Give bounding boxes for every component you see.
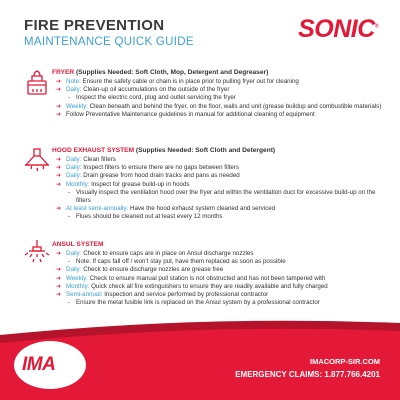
- sonic-logo: SONIC®: [298, 15, 378, 43]
- list-item: ➜ Follow Preventative Maintenance guidelines in manual for additional cleaning of equipment: [56, 110, 315, 118]
- hood-items: [56, 156, 386, 222]
- sprinkler-icon: [22, 238, 52, 268]
- list-item: ➜ Semi-annual: Inspection and service performed by professional contractor: [56, 291, 269, 299]
- fryer-icon: [22, 68, 52, 98]
- list-subitem: - Ensure the metal fusible link is replaced on the Ansul system by a professional contractor: [68, 299, 320, 307]
- list-item: ➜ Note: Ensure the safety cable or chain is in place prior to pulling fryer out for cleaning: [56, 78, 299, 85]
- list-item: ➜ Monthly: Inspect for grease build-up in hoods: [56, 180, 190, 188]
- list-item: ➜ Daily: Inspect filters to ensure there are no gaps between filters: [56, 164, 240, 172]
- list-item: ➜ Weekly: Clean beneath and behind the fryer, on the floor, walls and unit (grease buildup and combustible materials): [56, 102, 382, 110]
- emergency-claims: EMERGENCY CLAIMS: 1.877.766.4201: [235, 370, 380, 379]
- ansul-items: [56, 250, 386, 307]
- page-title: FIRE PREVENTION: [24, 17, 165, 34]
- page-subtitle: MAINTENANCE QUICK GUIDE: [24, 36, 194, 48]
- list-subitem: - Inspect the electric cord, plug and outlet servicing the fryer: [68, 94, 236, 102]
- list-item: ➜ Daily: Drain grease from hood drain tracks and pans as needed: [56, 172, 240, 180]
- ima-logo: IMA: [22, 354, 56, 375]
- list-subitem: - Flues should be cleaned out at least every 12 months: [68, 213, 223, 221]
- list-item: ➜ Daily: Clean-up oil accumulations on the outside of the fryer: [56, 86, 230, 94]
- list-item: ➜ Monthly: Quick check all fire extinguishers to ensure they are readily available and fully charged: [56, 282, 328, 290]
- list-item: ➜ Daily: Check to ensure discharge nozzles are grease free: [56, 266, 224, 274]
- list-item: ➜ Daily: Check to ensure caps are in place on Ansul discharge nozzles: [56, 250, 254, 257]
- list-item: ➜ At least semi-annually: Have the hood exhaust system cleaned and serviced: [56, 205, 276, 213]
- list-item: ➜ Weekly: Check to ensure manual pull station is not obstructed and has not been tampered with: [56, 274, 326, 282]
- website-link[interactable]: IMACORP-SIR.COM: [310, 357, 380, 366]
- ansul-heading: ANSUL SYSTEM: [52, 241, 104, 248]
- list-subitem: - Visually inspect the ventilation hood over the fryer and within the ventilation duct for excessive build-up on the filters: [68, 188, 376, 205]
- fryer-items: [56, 78, 386, 119]
- list-item: ➜ Daily: Clean filters: [56, 156, 116, 163]
- fryer-heading: FRYER (Supplies Needed: Soft Cloth, Mop, Detergent and Degreaser): [52, 69, 269, 76]
- hood-icon: [22, 146, 52, 176]
- list-subitem: - Note: If caps fall off / won’t stay put, have them replaced as soon as possible: [68, 258, 286, 266]
- hood-heading: HOOD EXHAUST SYSTEM (Supplies Needed: Soft Cloth and Detergent): [52, 147, 276, 154]
- registered-mark: ®: [374, 23, 378, 30]
